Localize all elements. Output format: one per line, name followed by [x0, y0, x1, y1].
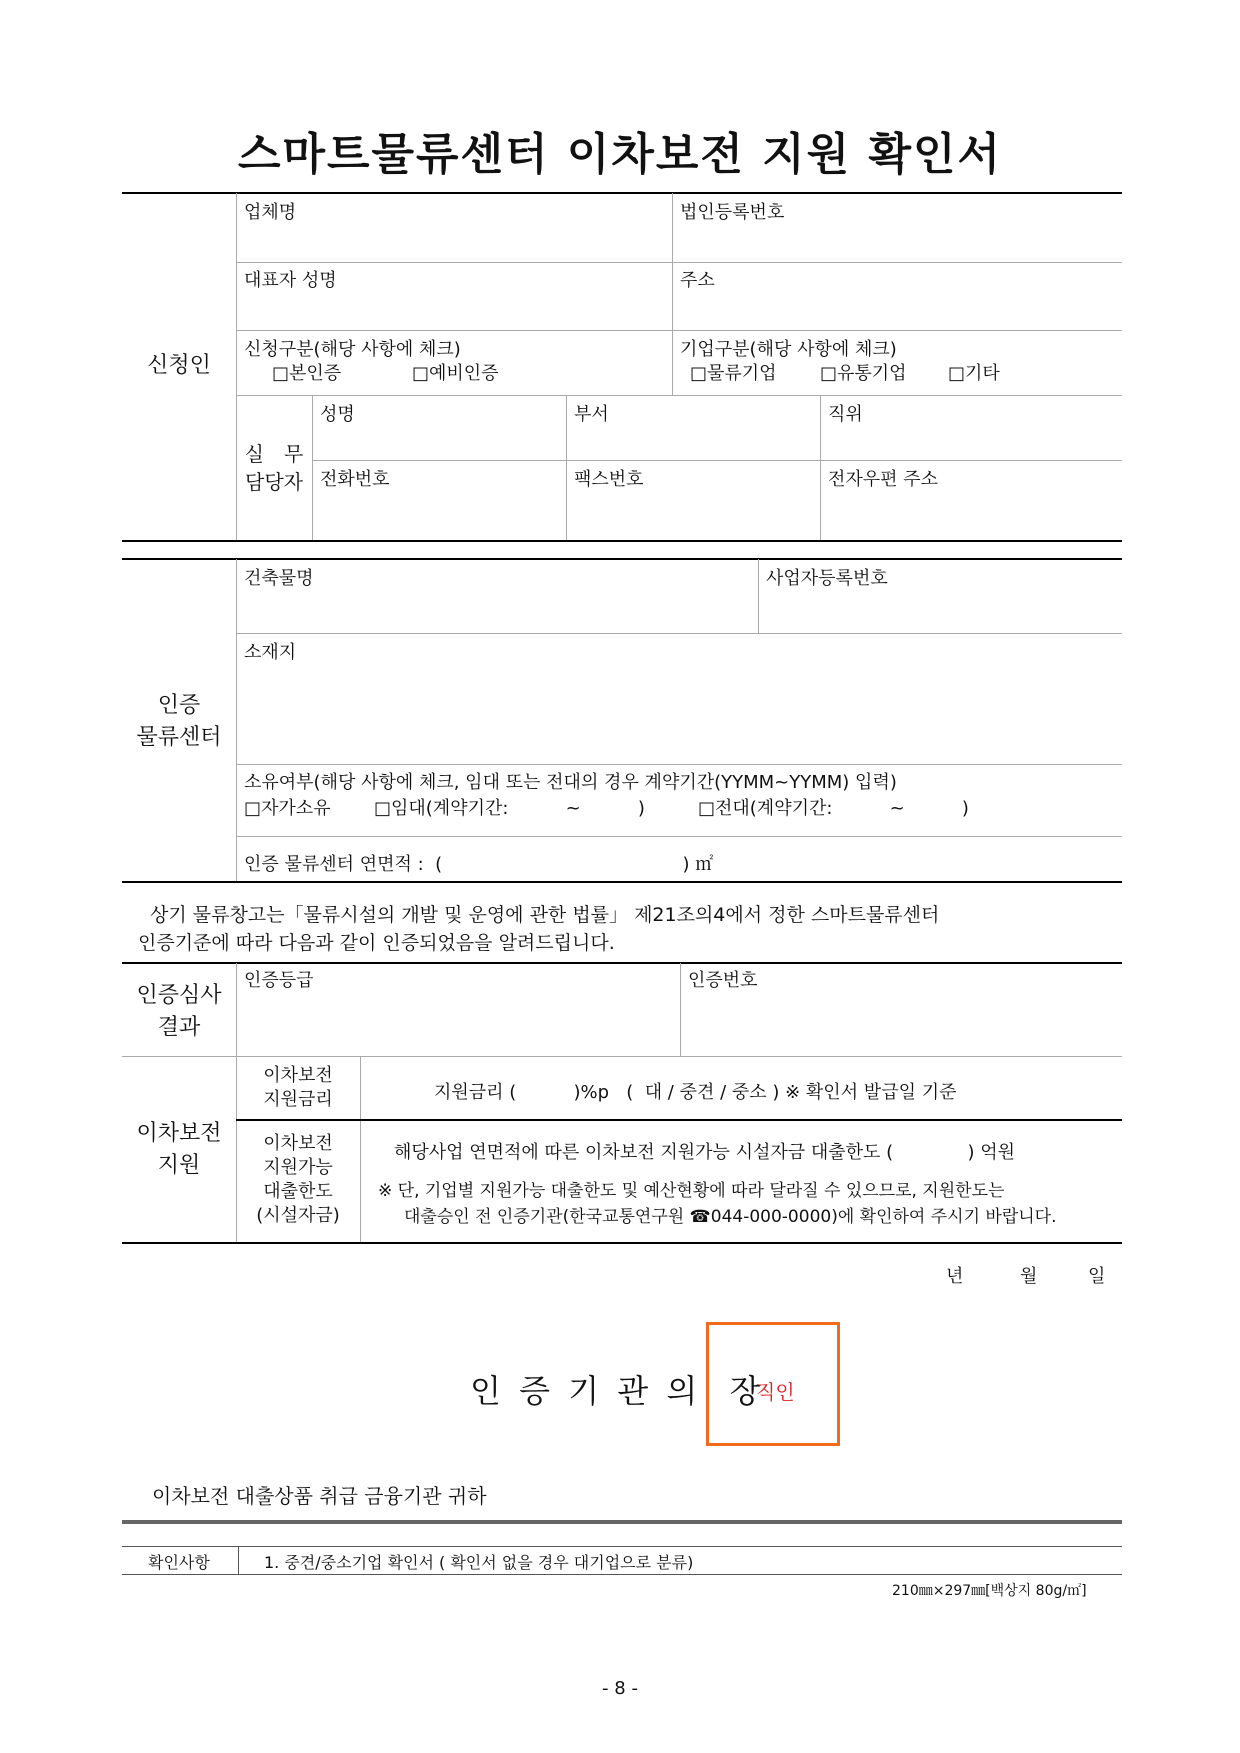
notice-line2: 인증기준에 따라 다음과 같이 인증되었음을 알려드립니다. [138, 932, 615, 954]
staff-position-label: 직위 [828, 404, 863, 425]
row-divider [236, 633, 1122, 634]
checkbox-logistics[interactable]: □물류기업 [690, 363, 777, 384]
support-section-label [122, 1118, 236, 1182]
col-divider [820, 395, 821, 540]
staff-section-label [236, 440, 312, 496]
staff-name-label: 성명 [320, 404, 355, 425]
row-divider [236, 1119, 1122, 1121]
paper-spec: 210㎜×297㎜[백상지 80g/㎡] [892, 1583, 1087, 1599]
section-border [122, 1242, 1122, 1244]
notice-line1: 상기 물류창고는「물류시설의 개발 및 운영에 관한 법률」 제21조의4에서 정한 스마트물류센터 [150, 904, 940, 926]
floor-area-label: 인증 물류센터 연면적 : ( ) ㎡ [244, 854, 714, 875]
result-label-line1: 인증심사 [136, 983, 222, 1008]
staff-label-line2: 담당자 [245, 470, 303, 494]
apply-type-label: 신청구분(해당 사항에 체크) [244, 339, 461, 360]
col-divider [312, 395, 313, 540]
table-top-border [122, 192, 1122, 194]
rate-label-line2: 지원금리 [263, 1089, 333, 1110]
section-border [122, 558, 1122, 560]
section-divider [236, 559, 237, 882]
section-border [122, 962, 1122, 964]
company-type-label: 기업구분(해당 사항에 체크) [680, 339, 897, 360]
date-day-label: 일 [1088, 1266, 1106, 1287]
date-month-label: 월 [1020, 1266, 1038, 1287]
result-label-line2: 결과 [157, 1015, 201, 1040]
checkbox-lease[interactable]: □임대(계약기간: ~ ) [374, 798, 645, 819]
limit-row-label [236, 1132, 360, 1228]
recipient-text: 이차보전 대출상품 취급 금융기관 귀하 [152, 1484, 487, 1508]
center-section-label [122, 690, 236, 754]
staff-dept-label: 부서 [574, 404, 609, 425]
location-label: 소재지 [244, 642, 297, 663]
limit-label-line3: 대출한도 [263, 1181, 333, 1202]
checkbox-other[interactable]: □기타 [948, 363, 1000, 384]
limit-label-line4: (시설자금) [256, 1205, 340, 1226]
staff-fax-label: 팩스번호 [574, 469, 644, 490]
check-label: 확인사항 [148, 1553, 210, 1572]
company-name-label: 업체명 [244, 202, 297, 223]
biz-reg-no-label: 사업자등록번호 [766, 568, 888, 589]
limit-label-line1: 이차보전 [263, 1133, 333, 1154]
rate-label-line1: 이차보전 [263, 1065, 333, 1086]
section-border [122, 540, 1122, 542]
center-label-line1: 인증 [157, 693, 201, 718]
checkbox-sublease[interactable]: □전대(계약기간: ~ ) [698, 798, 969, 819]
address-label: 주소 [680, 270, 715, 291]
row-divider [236, 836, 1122, 837]
row-divider [236, 330, 1122, 331]
rep-name-label: 대표자 성명 [244, 270, 337, 291]
checkbox-distribution[interactable]: □유통기업 [820, 363, 907, 384]
building-name-label: 건축물명 [244, 568, 314, 589]
row-divider [236, 764, 1122, 765]
rate-row-label [236, 1064, 360, 1112]
result-section-label [122, 980, 236, 1044]
row-divider [236, 395, 1122, 396]
row-divider [122, 1056, 1122, 1057]
footer-line [122, 1574, 1122, 1575]
support-label-line1: 이차보전 [136, 1121, 222, 1146]
section-border [122, 881, 1122, 883]
row-divider [236, 262, 1122, 263]
cert-number-label: 인증번호 [688, 970, 758, 991]
col-divider [566, 395, 567, 540]
row-divider [312, 460, 1122, 461]
loan-limit-note2: 대출승인 전 인증기관(한국교통연구원 ☎044-000-0000)에 확인하여 주시기 바랍니다. [404, 1207, 1057, 1227]
center-label-line2: 물류센터 [136, 725, 222, 750]
col-divider [680, 963, 681, 1056]
col-divider [360, 1057, 361, 1242]
loan-limit-note1: ※ 단, 기업별 지원가능 대출한도 및 예산현황에 따라 달라질 수 있으므로, 지원한도는 [378, 1181, 1005, 1201]
issuer-title: 인 증 기 관 의 장 [470, 1372, 765, 1410]
staff-email-label: 전자우편 주소 [828, 469, 939, 490]
col-divider [758, 559, 759, 633]
checkbox-pre-cert[interactable]: □예비인증 [412, 363, 499, 384]
footer-thick-line [122, 1520, 1122, 1524]
check-item: 1. 중견/중소기업 확인서 ( 확인서 없을 경우 대기업으로 분류) [264, 1553, 694, 1572]
footer-line [122, 1546, 1122, 1547]
date-year-label: 년 [946, 1266, 964, 1287]
support-rate-text: 지원금리 ( )%p ( 대 / 중견 / 중소 ) ※ 확인서 발급일 기준 [434, 1082, 957, 1103]
corp-reg-no-label: 법인등록번호 [680, 202, 785, 223]
checkbox-main-cert[interactable]: □본인증 [272, 363, 342, 384]
footer-col-divider [238, 1546, 239, 1574]
seal-text: 직인 [756, 1380, 795, 1404]
support-label-line2: 지원 [157, 1153, 201, 1178]
staff-phone-label: 전화번호 [320, 469, 390, 490]
ownership-label: 소유여부(해당 사항에 체크, 임대 또는 전대의 경우 계약기간(YYMM~YYMM) 입력) [244, 772, 897, 793]
col-divider [672, 193, 673, 396]
document-title: 스마트물류센터 이차보전 지원 확인서 [237, 129, 1003, 180]
section-divider [236, 963, 237, 1056]
cert-grade-label: 인증등급 [244, 970, 314, 991]
loan-limit-text: 해당사업 연면적에 따른 이차보전 지원가능 시설자금 대출한도 ( ) 억원 [394, 1142, 1016, 1163]
staff-label-line1: 실 무 [244, 442, 304, 466]
applicant-section-label: 신청인 [147, 353, 211, 378]
checkbox-own[interactable]: □자가소유 [244, 798, 331, 819]
page-number: - 8 - [602, 1678, 638, 1699]
limit-label-line2: 지원가능 [263, 1157, 333, 1178]
